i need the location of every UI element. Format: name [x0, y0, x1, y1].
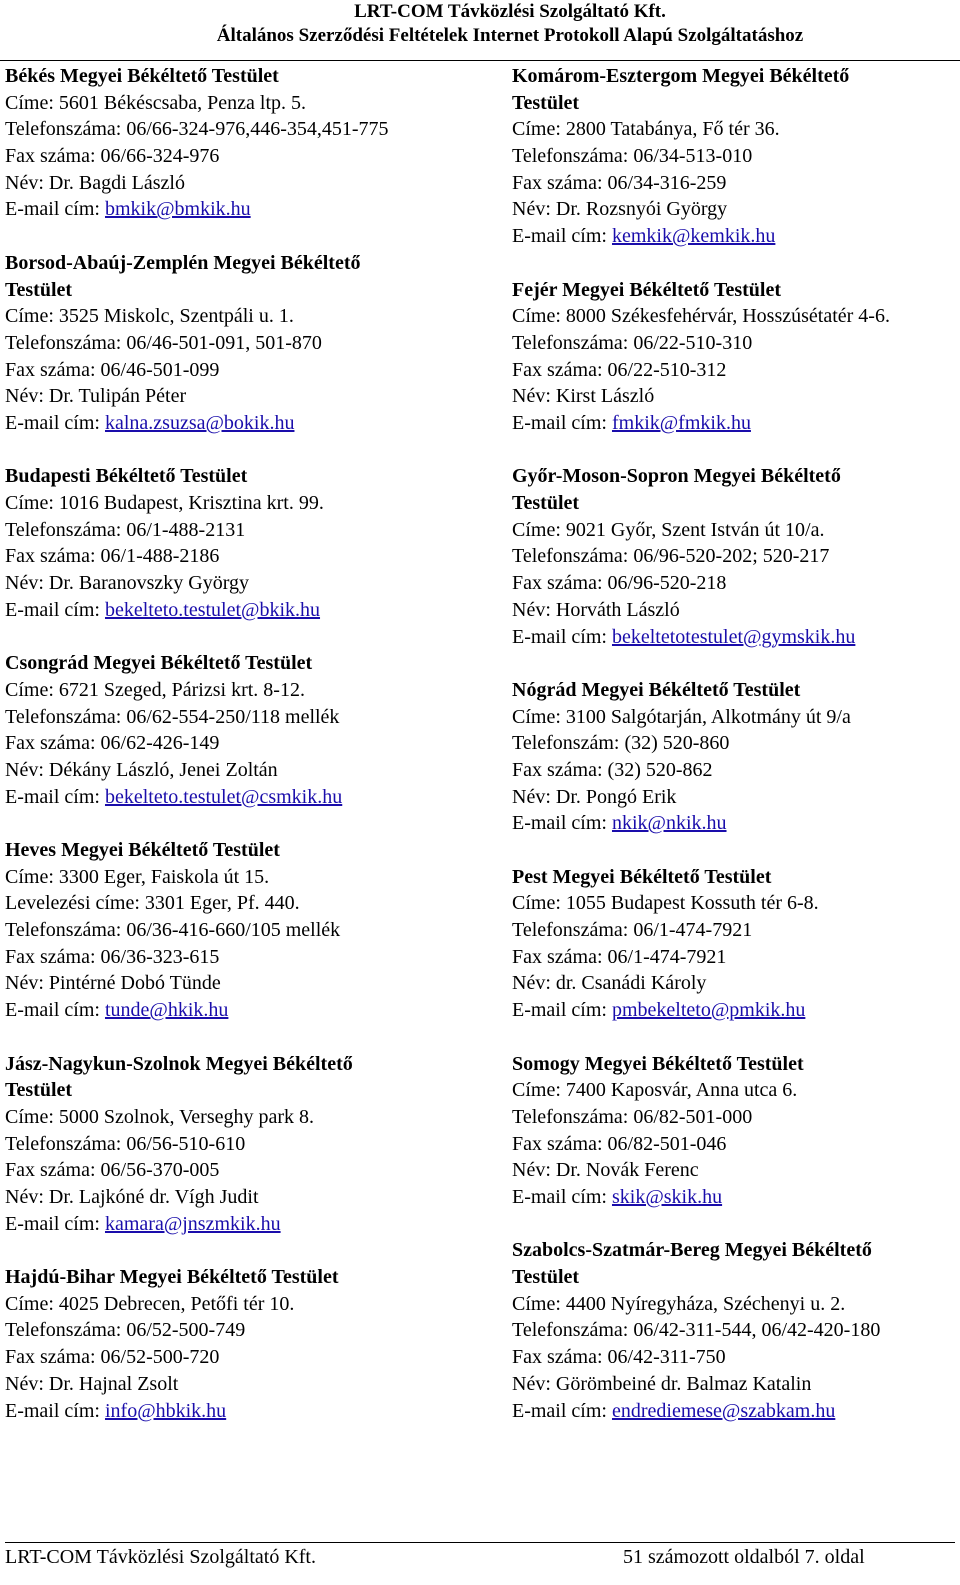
- email-label: E-mail cím:: [5, 411, 105, 434]
- board-name: Pest Megyei Békéltető Testület: [512, 865, 772, 888]
- board-name: Somogy Megyei Békéltető Testület: [512, 1052, 804, 1075]
- right-column: [512, 63, 958, 1424]
- board-detail-line: Fax száma: 06/62-426-149: [5, 732, 220, 755]
- entry-spacer: [512, 650, 958, 677]
- email-label: E-mail cím:: [512, 411, 612, 434]
- email-line: [512, 1398, 958, 1425]
- board-entry: [512, 1237, 958, 1424]
- board-detail-line: Címe: 3525 Miskolc, Szentpáli u. 1.: [5, 305, 294, 328]
- board-detail-line: Név: Dr. Tulipán Péter: [5, 385, 187, 408]
- email-link[interactable]: kemkik@kemkik.hu: [611, 225, 776, 248]
- board-detail-line: Fax száma: 06/36-323-615: [5, 945, 220, 968]
- board-name: Jász-Nagykun-Szolnok Megyei Békéltető: [5, 1052, 353, 1075]
- email-line: [512, 810, 958, 837]
- email-label: E-mail cím:: [512, 999, 612, 1022]
- footer-company: LRT-COM Távközlési Szolgáltató Kft.: [5, 1546, 316, 1568]
- board-detail-line: Telefonszám: (32) 520-860: [512, 732, 730, 755]
- board-detail-line: Név: Dr. Baranovszky György: [5, 572, 250, 595]
- board-entry: [5, 837, 495, 1024]
- board-name: Szabolcs-Szatmár-Bereg Megyei Békéltető: [512, 1239, 872, 1262]
- board-detail-line: Név: Dr. Hajnal Zsolt: [5, 1372, 179, 1395]
- email-line: [5, 410, 495, 437]
- email-link[interactable]: info@hbkik.hu: [104, 1399, 227, 1422]
- board-detail-line: Címe: 2800 Tatabánya, Fő tér 36.: [512, 118, 780, 141]
- board-detail-line: Telefonszáma: 06/42-311-544, 06/42-420-180: [512, 1319, 881, 1342]
- board-detail-line: Név: Görömbeiné dr. Balmaz Katalin: [512, 1372, 812, 1395]
- email-label: E-mail cím:: [5, 1399, 105, 1422]
- board-name: Testület: [512, 492, 580, 515]
- left-column: [5, 63, 495, 1424]
- page-header: [0, 0, 960, 61]
- entry-spacer: [512, 437, 958, 464]
- board-entry: [512, 677, 958, 837]
- board-name: Nógrád Megyei Békéltető Testület: [512, 678, 801, 701]
- email-link[interactable]: kamara@jnszmkik.hu: [104, 1212, 281, 1235]
- board-name: Fejér Megyei Békéltető Testület: [512, 278, 781, 301]
- board-detail-line: Címe: 3300 Eger, Faiskola út 15.: [5, 865, 270, 888]
- board-detail-line: Fax száma: 06/56-370-005: [5, 1159, 220, 1182]
- board-detail-line: Telefonszáma: 06/1-474-7921: [512, 919, 753, 942]
- email-label: E-mail cím:: [512, 812, 612, 835]
- board-detail-line: Telefonszáma: 06/34-513-010: [512, 145, 753, 168]
- entry-spacer: [512, 1211, 958, 1238]
- board-detail-line: Címe: 1016 Budapest, Krisztina krt. 99.: [5, 492, 324, 515]
- board-detail-line: Név: Pintérné Dobó Tünde: [5, 972, 221, 995]
- board-detail-line: Fax száma: 06/1-488-2186: [5, 545, 220, 568]
- board-detail-line: Telefonszáma: 06/46-501-091, 501-870: [5, 331, 322, 354]
- footer-divider: [5, 1542, 955, 1543]
- email-line: [5, 196, 495, 223]
- email-line: [5, 1398, 495, 1425]
- board-detail-line: Címe: 4025 Debrecen, Petőfi tér 10.: [5, 1292, 295, 1315]
- board-entry: [5, 463, 495, 623]
- board-detail-line: Levelezési címe: 3301 Eger, Pf. 440.: [5, 892, 300, 915]
- board-detail-line: Név: Horváth László: [512, 598, 680, 621]
- board-detail-line: Telefonszáma: 06/1-488-2131: [5, 518, 246, 541]
- board-entry: [5, 1051, 495, 1238]
- board-entry: [5, 650, 495, 810]
- header-company: LRT-COM Távközlési Szolgáltató Kft.: [354, 1, 666, 22]
- board-detail-line: Név: Kirst László: [512, 385, 655, 408]
- board-detail-line: Név: dr. Csanádi Károly: [512, 972, 707, 995]
- board-name: Komárom-Esztergom Megyei Békéltető: [512, 65, 850, 87]
- email-label: E-mail cím:: [512, 1186, 612, 1208]
- email-line: [5, 784, 495, 811]
- board-detail-line: Telefonszáma: 06/22-510-310: [512, 331, 753, 354]
- email-link[interactable]: fmkik@fmkik.hu: [611, 411, 751, 434]
- email-line: [5, 1211, 495, 1238]
- email-link[interactable]: bekelteto.testulet@csmkik.hu: [104, 785, 343, 808]
- board-name: Testület: [5, 278, 73, 301]
- board-detail-line: Címe: 9021 Győr, Szent István út 10/a.: [512, 518, 825, 541]
- board-entry: [512, 277, 958, 437]
- board-detail-line: Név: Dr. Novák Ferenc: [512, 1159, 699, 1182]
- board-detail-line: Telefonszáma: 06/62-554-250/118 mellék: [5, 705, 340, 728]
- board-detail-line: Fax száma: 06/46-501-099: [5, 358, 220, 381]
- entry-spacer: [5, 624, 495, 651]
- email-label: E-mail cím:: [512, 625, 612, 648]
- entry-spacer: [5, 810, 495, 837]
- board-detail-line: Telefonszáma: 06/36-416-660/105 mellék: [5, 919, 341, 942]
- board-name: Budapesti Békéltető Testület: [5, 465, 248, 488]
- board-detail-line: Név: Dékány László, Jenei Zoltán: [5, 758, 278, 781]
- board-detail-line: Fax száma: 06/66-324-976: [5, 145, 220, 168]
- board-detail-line: Név: Dr. Bagdi László: [5, 171, 185, 194]
- entry-spacer: [512, 250, 958, 277]
- board-detail-line: Telefonszáma: 06/96-520-202; 520-217: [512, 545, 830, 568]
- email-link[interactable]: bmkik@bmkik.hu: [104, 198, 251, 221]
- entry-spacer: [5, 223, 495, 250]
- board-detail-line: Telefonszáma: 06/82-501-000: [512, 1105, 753, 1128]
- board-detail-line: Telefonszáma: 06/66-324-976,446-354,451-775: [5, 118, 389, 141]
- board-detail-line: Címe: 4400 Nyíregyháza, Széchenyi u. 2.: [512, 1292, 846, 1315]
- email-link[interactable]: tunde@hkik.hu: [104, 999, 229, 1022]
- email-line: [5, 597, 495, 624]
- email-label: E-mail cím:: [5, 198, 105, 221]
- board-name: Testület: [5, 1079, 73, 1102]
- board-entry: [5, 1264, 495, 1424]
- board-detail-line: Fax száma: (32) 520-862: [512, 758, 713, 781]
- email-label: E-mail cím:: [5, 785, 105, 808]
- board-name: Borsod-Abaúj-Zemplén Megyei Békéltető: [5, 251, 361, 274]
- board-detail-line: Címe: 7400 Kaposvár, Anna utca 6.: [512, 1079, 798, 1102]
- board-detail-line: Fax száma: 06/52-500-720: [5, 1346, 220, 1369]
- board-detail-line: Fax száma: 06/34-316-259: [512, 171, 727, 194]
- board-name: Heves Megyei Békéltető Testület: [5, 839, 280, 862]
- board-detail-line: Címe: 8000 Székesfehérvár, Hosszúsétatér 4-6.: [512, 305, 890, 328]
- board-detail-line: Fax száma: 06/42-311-750: [512, 1346, 726, 1369]
- board-detail-line: Címe: 5601 Békéscsaba, Penza ltp. 5.: [5, 91, 307, 114]
- email-link[interactable]: nkik@nkik.hu: [611, 812, 727, 835]
- board-detail-line: Név: Dr. Rozsnyói György: [512, 198, 728, 221]
- email-label: E-mail cím:: [512, 1399, 612, 1422]
- email-link[interactable]: pmbekelteto@pmkik.hu: [611, 999, 806, 1022]
- email-link[interactable]: kalna.zsuzsa@bokik.hu: [104, 411, 295, 434]
- board-name: Testület: [512, 91, 580, 114]
- email-line: [512, 1184, 958, 1211]
- email-line: [512, 997, 958, 1024]
- email-line: [512, 410, 958, 437]
- board-detail-line: Címe: 6721 Szeged, Párizsi krt. 8-12.: [5, 678, 305, 701]
- board-detail-line: Fax száma: 06/1-474-7921: [512, 945, 727, 968]
- board-name: Csongrád Megyei Békéltető Testület: [5, 652, 313, 675]
- entry-spacer: [512, 1024, 958, 1051]
- board-detail-line: Fax száma: 06/96-520-218: [512, 572, 727, 595]
- entry-spacer: [5, 1237, 495, 1264]
- board-entry: [5, 63, 495, 223]
- board-detail-line: Név: Dr. Lajkóné dr. Vígh Judit: [5, 1186, 259, 1208]
- entry-spacer: [512, 837, 958, 864]
- email-link[interactable]: endrediemese@szabkam.hu: [611, 1399, 836, 1422]
- footer-page-number: 51 számozott oldalból 7. oldal: [623, 1546, 865, 1568]
- board-name: Békés Megyei Békéltető Testület: [5, 65, 279, 87]
- board-entry: [512, 63, 958, 250]
- board-detail-line: Fax száma: 06/82-501-046: [512, 1132, 727, 1155]
- board-detail-line: Címe: 1055 Budapest Kossuth tér 6-8.: [512, 892, 819, 915]
- email-link[interactable]: bekeltetotestulet@gymskik.hu: [611, 625, 856, 648]
- email-label: E-mail cím:: [5, 1212, 105, 1235]
- board-detail-line: Név: Dr. Pongó Erik: [512, 785, 677, 808]
- email-line: [512, 223, 958, 250]
- entry-spacer: [5, 1024, 495, 1051]
- board-detail-line: Címe: 5000 Szolnok, Verseghy park 8.: [5, 1105, 315, 1128]
- board-name: Hajdú-Bihar Megyei Békéltető Testület: [5, 1266, 339, 1289]
- board-entry: [512, 1051, 958, 1211]
- email-label: E-mail cím:: [5, 999, 105, 1022]
- board-detail-line: Telefonszáma: 06/52-500-749: [5, 1319, 246, 1342]
- header-document-title: Általános Szerződési Feltételek Internet Protokoll Alapú Szolgáltatáshoz: [216, 25, 804, 46]
- board-detail-line: Címe: 3100 Salgótarján, Alkotmány út 9/a: [512, 705, 851, 728]
- page-footer: [0, 1524, 960, 1585]
- email-link[interactable]: skik@skik.hu: [611, 1186, 723, 1208]
- board-entry: [5, 250, 495, 437]
- board-name: Győr-Moson-Sopron Megyei Békéltető: [512, 465, 841, 488]
- board-entry: [512, 463, 958, 650]
- email-link[interactable]: bekelteto.testulet@bkik.hu: [104, 598, 321, 621]
- board-entry: [512, 864, 958, 1024]
- email-label: E-mail cím:: [512, 225, 612, 248]
- entry-spacer: [5, 437, 495, 464]
- board-name: Testület: [512, 1266, 580, 1289]
- email-label: E-mail cím:: [5, 598, 105, 621]
- board-detail-line: Fax száma: 06/22-510-312: [512, 358, 727, 381]
- email-line: [512, 624, 958, 651]
- board-detail-line: Telefonszáma: 06/56-510-610: [5, 1132, 246, 1155]
- email-line: [5, 997, 495, 1024]
